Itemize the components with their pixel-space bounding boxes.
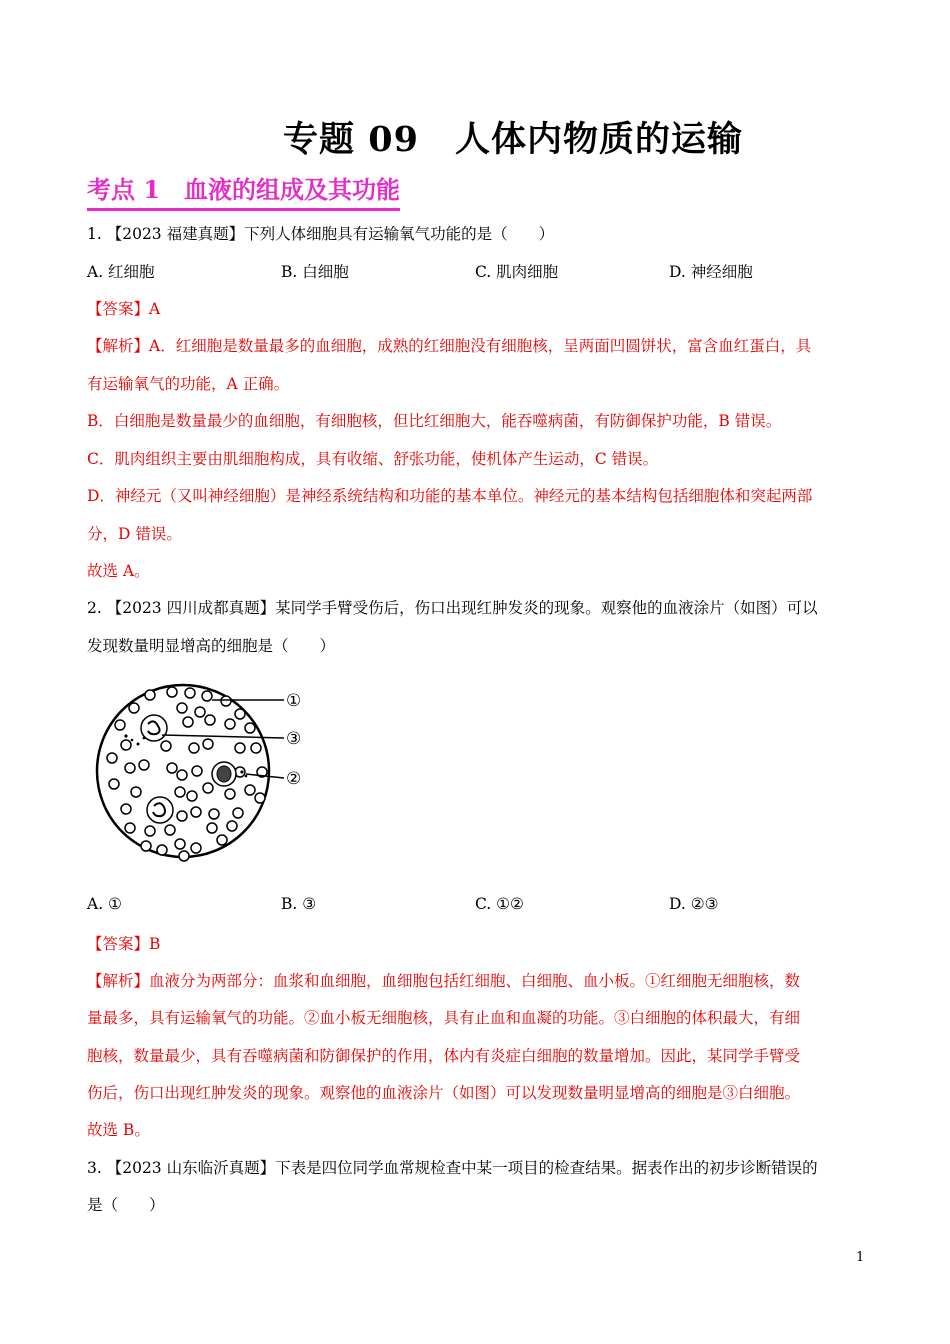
q1-analysis-line: 有运输氧气的功能，A 正确。 [87, 375, 290, 393]
q1-analysis-line: B．白细胞是数量最少的血细胞，有细胞核，但比红细胞大，能吞噬病菌，有防御保护功能，B 错误。 [87, 412, 782, 430]
q2-option-a: A. ① [87, 895, 122, 913]
q3-stem-line: 是（ ） [87, 1196, 165, 1214]
q1-analysis-line: 故选 A。 [87, 562, 150, 580]
q1-option-b: B. 白细胞 [281, 263, 349, 281]
q2-option-d: D. ②③ [669, 895, 719, 913]
figure-label-1: ① [286, 691, 302, 711]
q1-stem: 1. 【2023 福建真题】下列人体细胞具有运输氧气功能的是（ ） [87, 225, 555, 243]
q2-stem-line: 发现数量明显增高的细胞是（ ） [87, 637, 336, 655]
q1-answer: 【答案】A [87, 300, 161, 318]
page-number: 1 [856, 1250, 865, 1265]
q1-option-d: D. 神经细胞 [669, 263, 753, 281]
q2-analysis-line: 胞核，数量最少，具有吞噬病菌和防御保护的作用，体内有炎症白细胞的数量增加。因此，某同学手臂受 [87, 1047, 801, 1065]
q2-answer: 【答案】B [87, 935, 161, 953]
q2-analysis-line: 量最多，具有运输氧气的功能。②血小板无细胞核，具有止血和血凝的功能。③白细胞的体积最大，有细 [87, 1009, 801, 1027]
q1-analysis-line: C．肌肉组织主要由肌细胞构成，具有收缩、舒张功能，使机体产生运动，C 错误。 [87, 450, 659, 468]
page-title: 专题 09 人体内物质的运输 [283, 119, 743, 160]
q2-stem-line: 2. 【2023 四川成都真题】某同学手臂受伤后，伤口出现红肿发炎的现象。观察他的血液涂片（如图）可以 [87, 599, 818, 617]
q2-analysis-line: 【解析】血液分为两部分：血浆和血细胞，血细胞包括红细胞、白细胞、血小板。①红细胞无细胞核，数 [87, 972, 801, 990]
q2-option-c: C. ①② [475, 895, 524, 913]
figure-label-2: ② [286, 769, 302, 789]
q1-analysis-line: 【解析】A．红细胞是数量最多的血细胞，成熟的红细胞没有细胞核，呈两面凹圆饼状，富含血红蛋白，具 [87, 337, 812, 355]
blood-smear-figure [90, 668, 330, 878]
figure-label-3: ③ [286, 729, 302, 749]
q2-option-b: B. ③ [281, 895, 317, 913]
q1-analysis-line: D．神经元（又叫神经细胞）是神经系统结构和功能的基本单位。神经元的基本结构包括细胞体和突起两部 [87, 487, 813, 505]
q1-analysis-line: 分，D 错误。 [87, 525, 182, 543]
figure-labels [286, 691, 301, 789]
q2-analysis-line: 故选 B。 [87, 1121, 150, 1139]
q3-stem-line: 3. 【2023 山东临沂真题】下表是四位同学血常规检查中某一项目的检查结果。据表作出的初步诊断错误的 [87, 1159, 818, 1177]
section-heading: 考点 1 血液的组成及其功能 [87, 170, 400, 211]
q2-analysis-line: 伤后，伤口出现红肿发炎的现象。观察他的血液涂片（如图）可以发现数量明显增高的细胞是③白细胞。 [87, 1084, 801, 1102]
blood-smear-diagram [90, 668, 330, 878]
q1-option-c: C. 肌肉细胞 [475, 263, 559, 281]
q1-option-a: A. 红细胞 [87, 263, 155, 281]
